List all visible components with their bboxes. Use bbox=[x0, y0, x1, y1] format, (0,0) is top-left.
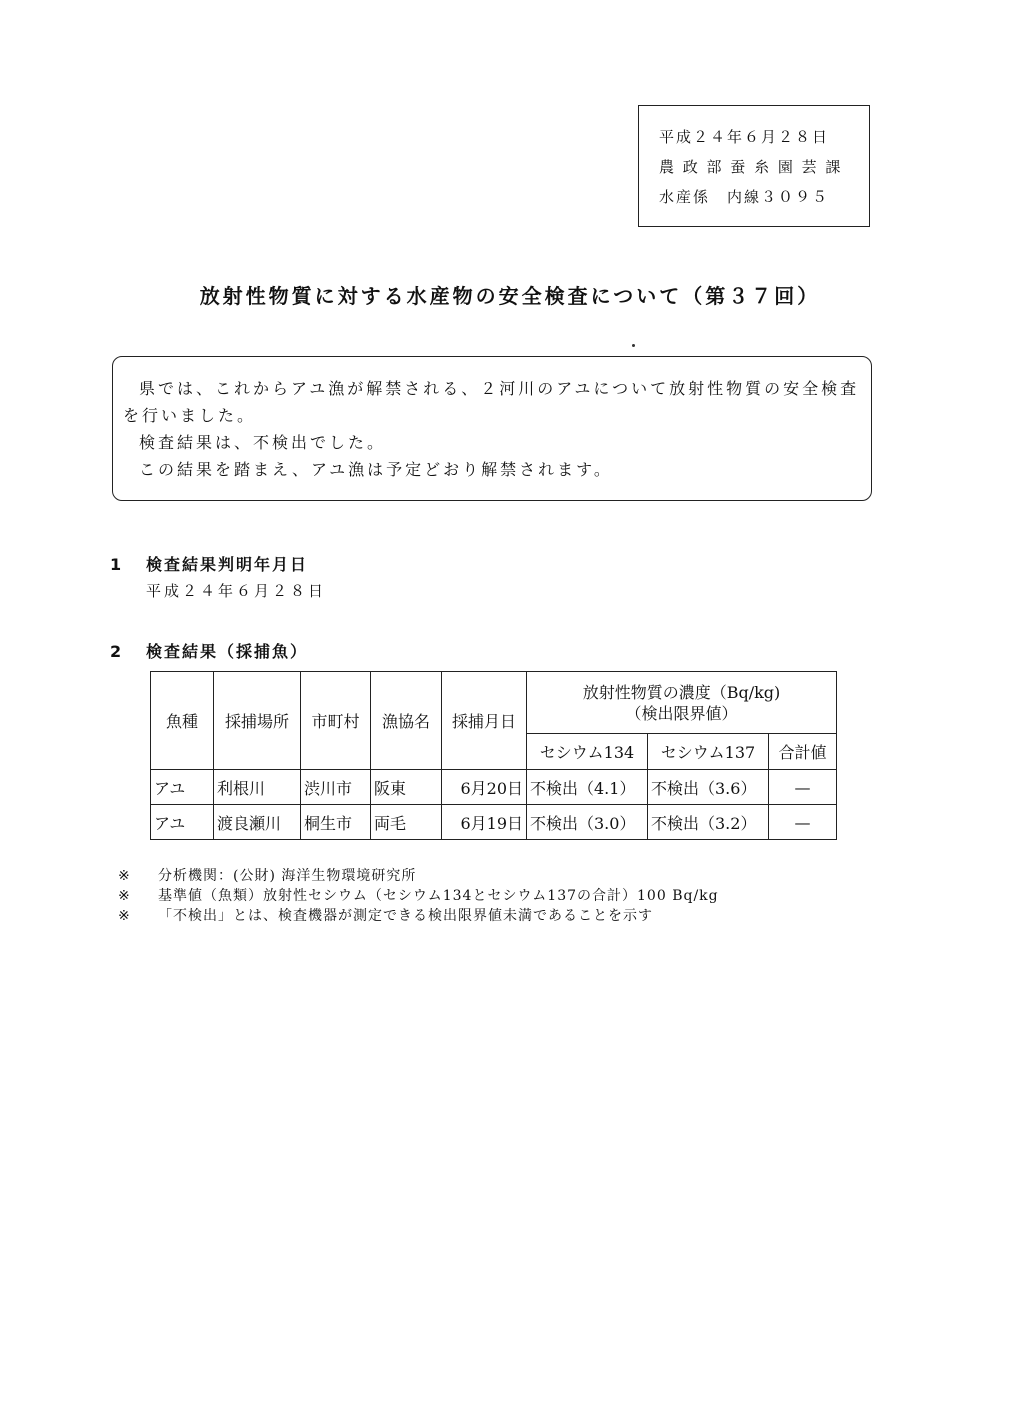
header-species: 魚種 bbox=[151, 672, 214, 770]
section-1-number: 1 bbox=[110, 555, 124, 574]
cell-cs134: 不検出（4.1） bbox=[527, 770, 648, 805]
cell-species: アユ bbox=[151, 770, 214, 805]
note-item bbox=[118, 906, 719, 926]
note-text: 「不検出」とは、検査機器が測定できる検出限界値未満であることを示す bbox=[158, 908, 653, 924]
document-title: 放射性物質に対する水産物の安全検査について（第３７回） bbox=[199, 284, 821, 308]
table-row bbox=[151, 770, 837, 805]
header-date: 平成２４年６月２８日 bbox=[659, 128, 830, 146]
section-2-title: 検査結果（採捕魚） bbox=[146, 642, 309, 661]
note-item bbox=[118, 886, 719, 906]
header-department: 農 政 部 蚕 糸 園 芸 課 bbox=[659, 158, 843, 176]
cell-location: 渡良瀬川 bbox=[214, 805, 301, 840]
summary-line-3: この結果を踏まえ、アユ漁は予定どおり解禁されます。 bbox=[139, 460, 613, 479]
section-2-number: 2 bbox=[110, 642, 124, 661]
table-header-row bbox=[151, 672, 837, 734]
stray-dot bbox=[632, 344, 635, 347]
note-mark: ※ bbox=[118, 868, 131, 884]
cell-cs134: 不検出（3.0） bbox=[527, 805, 648, 840]
header-total: 合計値 bbox=[769, 734, 837, 770]
note-mark: ※ bbox=[118, 888, 131, 904]
table-row bbox=[151, 805, 837, 840]
section-1-title: 検査結果判明年月日 bbox=[146, 555, 309, 574]
header-limit-label: （検出限界値） bbox=[625, 703, 738, 723]
cell-cooperative: 阪東 bbox=[371, 770, 442, 805]
cell-cooperative: 両毛 bbox=[371, 805, 442, 840]
summary-line-1: 県では、これからアユ漁が解禁される、２河川のアユについて放射性物質の安全検査を行いました。 bbox=[123, 379, 860, 425]
header-contact: 水産係 内線３０９５ bbox=[659, 188, 830, 206]
note-text: 分析機関：(公財) 海洋生物環境研究所 bbox=[158, 868, 417, 884]
cell-total: — bbox=[769, 770, 837, 805]
cell-municipality: 渋川市 bbox=[301, 770, 371, 805]
results-table bbox=[150, 671, 837, 840]
cell-municipality: 桐生市 bbox=[301, 805, 371, 840]
cell-cs137: 不検出（3.6） bbox=[648, 770, 769, 805]
summary-box bbox=[112, 356, 872, 501]
header-concentration bbox=[527, 672, 837, 734]
cell-cs137: 不検出（3.2） bbox=[648, 805, 769, 840]
section-2-heading bbox=[110, 639, 308, 662]
cell-species: アユ bbox=[151, 805, 214, 840]
header-municipality: 市町村 bbox=[301, 672, 371, 770]
header-cs137: セシウム137 bbox=[648, 734, 769, 770]
header-info-box bbox=[638, 105, 870, 227]
note-item bbox=[118, 866, 719, 886]
header-cs134: セシウム134 bbox=[527, 734, 648, 770]
cell-total: — bbox=[769, 805, 837, 840]
section-1-value: 平成２４年６月２８日 bbox=[146, 582, 327, 600]
notes-list bbox=[118, 866, 719, 926]
cell-location: 利根川 bbox=[214, 770, 301, 805]
header-cooperative: 漁協名 bbox=[371, 672, 442, 770]
header-concentration-label: 放射性物質の濃度（Bq/kg) bbox=[582, 682, 781, 702]
cell-date: 6月19日 bbox=[442, 805, 527, 840]
summary-line-2: 検査結果は、不検出でした。 bbox=[139, 433, 387, 452]
header-location: 採捕場所 bbox=[214, 672, 301, 770]
section-1-heading bbox=[110, 552, 308, 575]
header-date: 採捕月日 bbox=[442, 672, 527, 770]
note-text: 基準値（魚類）放射性セシウム（セシウム134とセシウム137の合計）100 Bq/kg bbox=[158, 888, 719, 904]
note-mark: ※ bbox=[118, 908, 131, 924]
cell-date: 6月20日 bbox=[442, 770, 527, 805]
